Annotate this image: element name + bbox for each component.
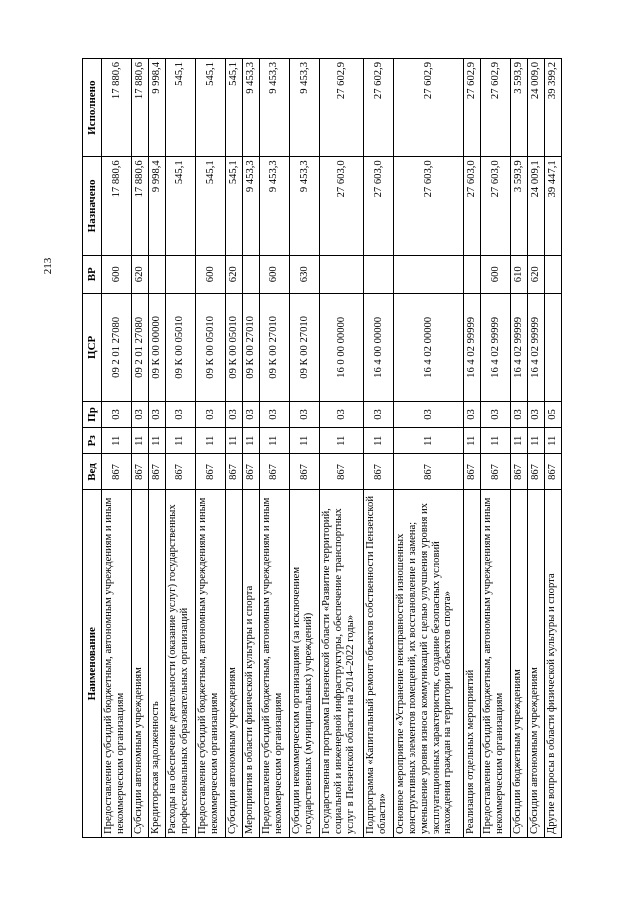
- cell-naznacheno: 9 453,3: [259, 157, 289, 255]
- cell-name: Основное мероприятие «Устранение неисправностей изношенных конструктивных элементов помещений, их восстановление и замена; уменьшение уровня износа коммуникаций с целью улучшения уровня их эксплуатационных характеристик, создание безопасных условий нахождения граждан на территории объектов спорта»: [394, 490, 464, 838]
- cell-rz: 11: [481, 428, 511, 454]
- cell-pr: 03: [243, 401, 260, 427]
- cell-vr: 620: [132, 255, 149, 293]
- header-csr: ЦСР: [83, 293, 102, 401]
- cell-rz: 11: [290, 428, 320, 454]
- cell-naznacheno: 545,1: [165, 157, 195, 255]
- cell-ved: 867: [320, 454, 364, 490]
- cell-ved: 867: [149, 454, 166, 490]
- cell-name: Предоставление субсидий бюджетным, автономным учреждениям и иным некоммерческим организациям: [481, 490, 511, 838]
- cell-rz: 11: [149, 428, 166, 454]
- header-rz: Рз: [83, 428, 102, 454]
- cell-name: Мероприятия в области физической культуры и спорта: [243, 490, 260, 838]
- cell-ved: 867: [196, 454, 226, 490]
- cell-rz: 11: [394, 428, 464, 454]
- cell-naznacheno: 27 603,0: [464, 157, 481, 255]
- cell-vr: [545, 255, 562, 293]
- cell-csr: 09 2 01 27080: [132, 293, 149, 401]
- cell-csr: 16 0 00 00000: [320, 293, 364, 401]
- header-naznacheno: Назначено: [83, 157, 102, 255]
- table-body: [102, 59, 562, 838]
- cell-ispolneno: 39 399,2: [545, 59, 562, 157]
- cell-ved: 867: [102, 454, 132, 490]
- cell-name: Реализация отдельных мероприятий: [464, 490, 481, 838]
- cell-csr: 16 4 02 99999: [511, 293, 528, 401]
- cell-rz: 11: [226, 428, 243, 454]
- table-row: [149, 59, 166, 838]
- cell-pr: 03: [528, 401, 545, 427]
- cell-vr: 620: [226, 255, 243, 293]
- table-row: [481, 59, 511, 838]
- header-ispolneno: Исполнено: [83, 59, 102, 157]
- cell-ispolneno: 27 602,9: [394, 59, 464, 157]
- cell-ved: 867: [511, 454, 528, 490]
- cell-name: Субсидии автономным учреждениям: [528, 490, 545, 838]
- cell-naznacheno: 9 453,3: [243, 157, 260, 255]
- budget-table: [82, 58, 562, 838]
- cell-ved: 867: [464, 454, 481, 490]
- cell-pr: 03: [320, 401, 364, 427]
- cell-name: Государственная программа Пензенской области «Развитие территорий, социальной и инженерной инфраструктуры, обеспечение транспортных услуг в Пензенской области на 2014–2022 годы»: [320, 490, 364, 838]
- cell-csr: 09 К 00 00000: [149, 293, 166, 401]
- cell-csr: 09 К 00 05010: [226, 293, 243, 401]
- cell-vr: 600: [196, 255, 226, 293]
- cell-name: Предоставление субсидий бюджетным, автономным учреждениям и иным некоммерческим организациям: [259, 490, 289, 838]
- cell-pr: 03: [464, 401, 481, 427]
- cell-name: Предоставление субсидий бюджетным, автономным учреждениям и иным некоммерческим организациям: [102, 490, 132, 838]
- table-row: [102, 59, 132, 838]
- cell-naznacheno: 545,1: [226, 157, 243, 255]
- table-row: [226, 59, 243, 838]
- cell-naznacheno: 17 880,6: [132, 157, 149, 255]
- cell-vr: [464, 255, 481, 293]
- cell-name: Субсидии некоммерческим организациям (за исключением государственных (муниципальных) учреждений): [290, 490, 320, 838]
- page-number: 213: [42, 257, 54, 275]
- cell-ved: 867: [545, 454, 562, 490]
- cell-csr: 09 К 00 05010: [196, 293, 226, 401]
- cell-ispolneno: 545,1: [226, 59, 243, 157]
- cell-vr: 630: [290, 255, 320, 293]
- header-vr: ВР: [83, 255, 102, 293]
- table-row: [363, 59, 393, 838]
- cell-ved: 867: [243, 454, 260, 490]
- cell-ved: 867: [226, 454, 243, 490]
- header-row: [83, 59, 102, 838]
- cell-rz: 11: [363, 428, 393, 454]
- cell-ved: 867: [528, 454, 545, 490]
- cell-csr: 16 4 00 00000: [363, 293, 393, 401]
- cell-pr: 03: [511, 401, 528, 427]
- table-row: [511, 59, 528, 838]
- cell-naznacheno: 27 603,0: [481, 157, 511, 255]
- cell-vr: [243, 255, 260, 293]
- cell-name: Субсидии автономным учреждениям: [226, 490, 243, 838]
- cell-rz: 11: [102, 428, 132, 454]
- cell-ispolneno: 545,1: [196, 59, 226, 157]
- cell-naznacheno: 24 009,1: [528, 157, 545, 255]
- cell-ispolneno: 9 998,4: [149, 59, 166, 157]
- cell-ispolneno: 9 453,3: [290, 59, 320, 157]
- cell-naznacheno: 9 998,4: [149, 157, 166, 255]
- cell-vr: 600: [259, 255, 289, 293]
- cell-vr: [320, 255, 364, 293]
- rotated-table-wrapper: [82, 58, 562, 838]
- cell-pr: 03: [259, 401, 289, 427]
- cell-rz: 11: [464, 428, 481, 454]
- cell-csr: 16 4 02 99999: [528, 293, 545, 401]
- cell-csr: [545, 293, 562, 401]
- cell-ved: 867: [363, 454, 393, 490]
- cell-name: Кредиторская задолженность: [149, 490, 166, 838]
- cell-ispolneno: 9 453,3: [243, 59, 260, 157]
- cell-csr: 09 2 01 27080: [102, 293, 132, 401]
- cell-vr: [149, 255, 166, 293]
- table-header: [83, 59, 102, 838]
- cell-rz: 11: [511, 428, 528, 454]
- cell-csr: 09 К 00 05010: [165, 293, 195, 401]
- table-row: [196, 59, 226, 838]
- cell-ispolneno: 27 602,9: [320, 59, 364, 157]
- cell-naznacheno: 27 603,0: [394, 157, 464, 255]
- table-row: [165, 59, 195, 838]
- cell-name: Предоставление субсидий бюджетным, автономным учреждениям и иным некоммерческим организациям: [196, 490, 226, 838]
- header-name: Наименование: [83, 490, 102, 838]
- cell-pr: 03: [132, 401, 149, 427]
- cell-vr: 610: [511, 255, 528, 293]
- cell-name: Субсидии бюджетным учреждениям: [511, 490, 528, 838]
- cell-pr: 03: [196, 401, 226, 427]
- cell-name: Подпрограмма «Капитальный ремонт объектов собственности Пензенской области»: [363, 490, 393, 838]
- cell-pr: 03: [165, 401, 195, 427]
- cell-ispolneno: 24 009,0: [528, 59, 545, 157]
- cell-rz: 11: [320, 428, 364, 454]
- cell-rz: 11: [196, 428, 226, 454]
- cell-naznacheno: 17 880,6: [102, 157, 132, 255]
- cell-ved: 867: [394, 454, 464, 490]
- cell-name: Субсидии автономным учреждениям: [132, 490, 149, 838]
- cell-ispolneno: 9 453,3: [259, 59, 289, 157]
- cell-naznacheno: 27 603,0: [363, 157, 393, 255]
- cell-rz: 11: [165, 428, 195, 454]
- cell-ispolneno: 27 602,9: [363, 59, 393, 157]
- cell-ispolneno: 545,1: [165, 59, 195, 157]
- cell-ispolneno: 27 602,9: [481, 59, 511, 157]
- table-row: [394, 59, 464, 838]
- cell-ispolneno: 3 593,9: [511, 59, 528, 157]
- cell-pr: 03: [290, 401, 320, 427]
- table-row: [290, 59, 320, 838]
- cell-vr: 600: [481, 255, 511, 293]
- cell-ispolneno: 17 880,6: [132, 59, 149, 157]
- cell-pr: 05: [545, 401, 562, 427]
- cell-vr: 600: [102, 255, 132, 293]
- cell-pr: 03: [149, 401, 166, 427]
- table-row: [528, 59, 545, 838]
- table-row: [545, 59, 562, 838]
- cell-ispolneno: 17 880,6: [102, 59, 132, 157]
- table-row: [464, 59, 481, 838]
- cell-rz: 11: [528, 428, 545, 454]
- cell-csr: 16 4 02 99999: [464, 293, 481, 401]
- cell-rz: 11: [259, 428, 289, 454]
- cell-vr: [363, 255, 393, 293]
- cell-pr: 03: [363, 401, 393, 427]
- cell-vr: 620: [528, 255, 545, 293]
- cell-ved: 867: [290, 454, 320, 490]
- cell-ved: 867: [481, 454, 511, 490]
- cell-csr: 09 К 00 27010: [243, 293, 260, 401]
- cell-csr: 09 К 00 27010: [290, 293, 320, 401]
- cell-naznacheno: 545,1: [196, 157, 226, 255]
- cell-csr: 09 К 00 27010: [259, 293, 289, 401]
- header-ved: Вед: [83, 454, 102, 490]
- cell-naznacheno: 27 603,0: [320, 157, 364, 255]
- cell-ved: 867: [132, 454, 149, 490]
- cell-pr: 03: [102, 401, 132, 427]
- table-row: [132, 59, 149, 838]
- cell-rz: 11: [132, 428, 149, 454]
- cell-ispolneno: 27 602,9: [464, 59, 481, 157]
- table-row: [243, 59, 260, 838]
- cell-naznacheno: 9 453,3: [290, 157, 320, 255]
- cell-name: Другие вопросы в области физической культуры и спорта: [545, 490, 562, 838]
- cell-ved: 867: [165, 454, 195, 490]
- cell-name: Расходы на обеспечение деятельности (оказание услуг) государственных профессиональных образовательных организаций: [165, 490, 195, 838]
- table-row: [320, 59, 364, 838]
- cell-pr: 03: [481, 401, 511, 427]
- header-pr: Пр: [83, 401, 102, 427]
- cell-pr: 03: [394, 401, 464, 427]
- cell-rz: 11: [545, 428, 562, 454]
- cell-pr: 03: [226, 401, 243, 427]
- cell-rz: 11: [243, 428, 260, 454]
- cell-vr: [394, 255, 464, 293]
- cell-naznacheno: 39 447,1: [545, 157, 562, 255]
- cell-csr: 16 4 02 99999: [481, 293, 511, 401]
- table-row: [259, 59, 289, 838]
- cell-naznacheno: 3 593,9: [511, 157, 528, 255]
- cell-vr: [165, 255, 195, 293]
- cell-csr: 16 4 02 00000: [394, 293, 464, 401]
- cell-ved: 867: [259, 454, 289, 490]
